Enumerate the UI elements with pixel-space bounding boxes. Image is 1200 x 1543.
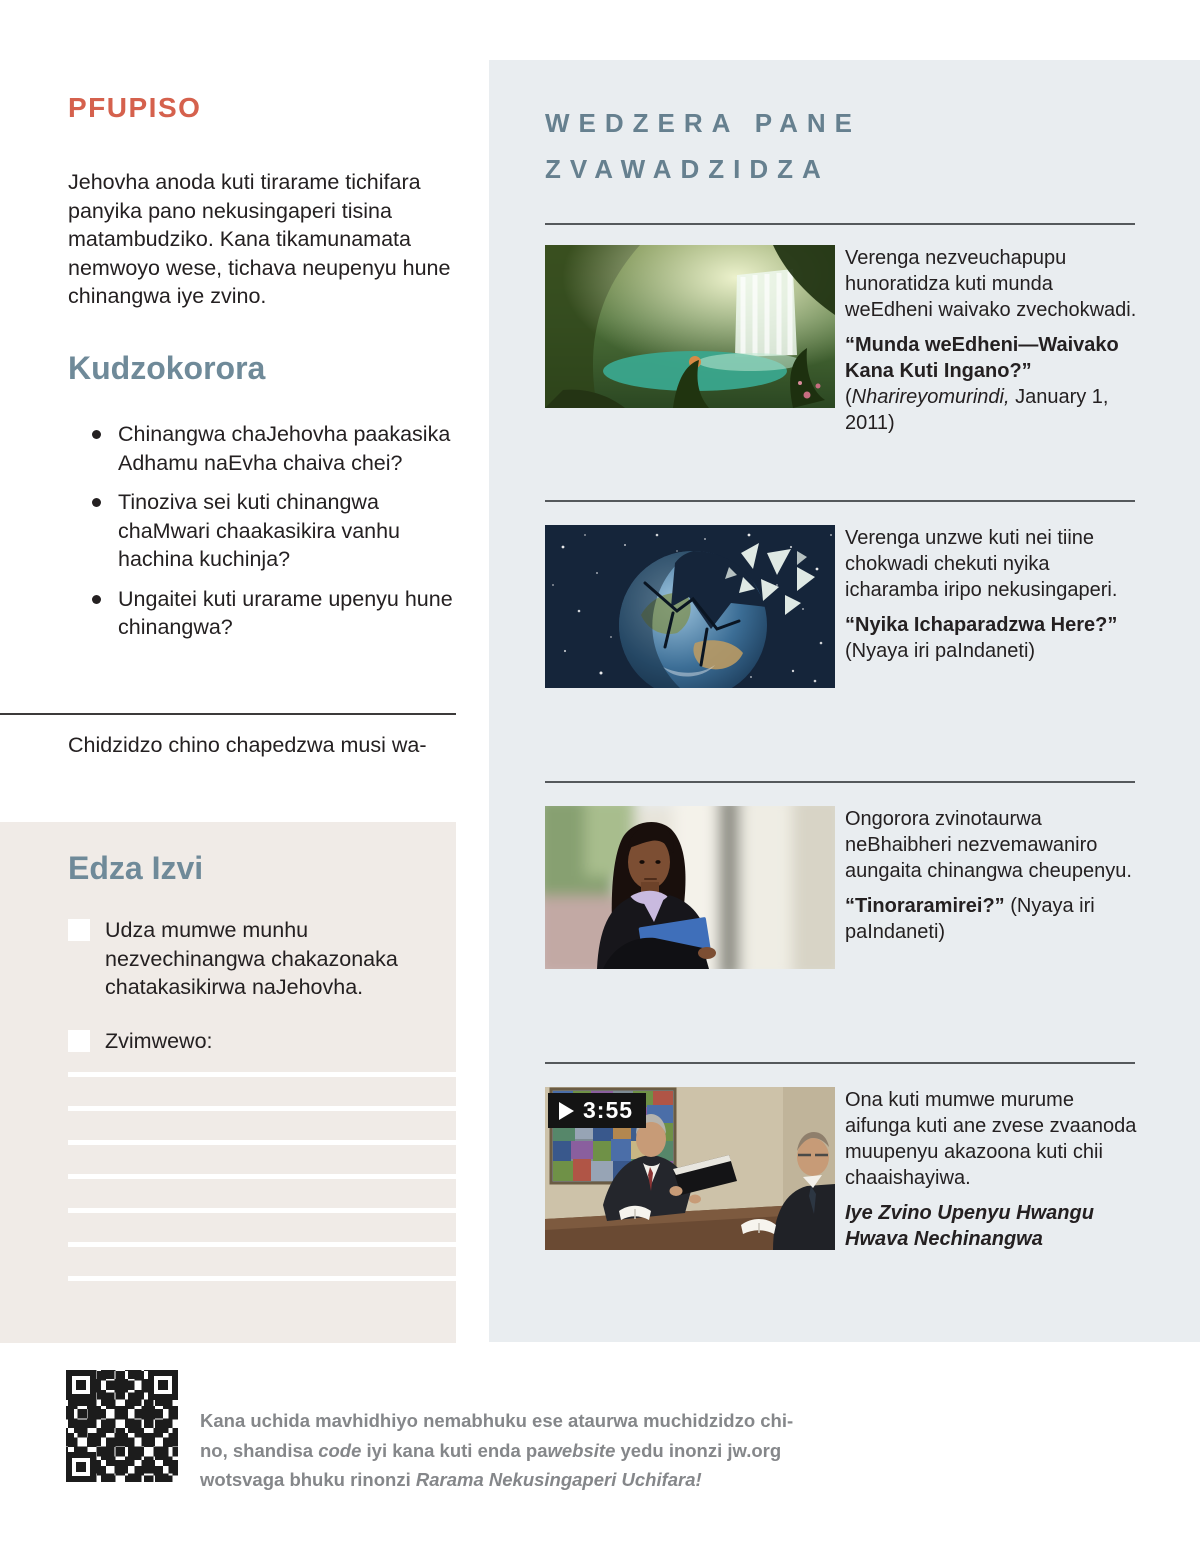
video-duration-badge [548,1093,646,1128]
citation-source: Nharireyomurindi, [851,386,1010,408]
try-this-item-text: Zvimwewo: [105,1029,213,1053]
review-question [90,488,460,574]
qr-finder-icon [148,1370,178,1400]
footer-book-title: Rarama Nekusingaperi Uchifara! [415,1469,702,1490]
footer-text-part: code [318,1439,362,1461]
review-question [90,585,460,642]
writing-line [68,1072,456,1077]
qr-finder-icon [66,1452,96,1482]
try-this-item [68,916,413,1002]
video-description: Ona kuti mumwe murume aifunga kuti ane zvese zvaanoda muupenyu akazoona kuti chii chaaishayiwa. [845,1089,1137,1189]
summary-body: Jehovha anoda kuti tirarame tichifara panyika pano nekusingaperi tisina matambudziko. Kana tikamunamata nemwoyo wese, tichava neupenyu hune chinangwa iye zvino. [68,170,451,308]
article-description: Verenga nezveuchapupu hunoratidza kuti munda weEdheni waivako zvechokwadi. [845,247,1137,321]
learn-more-item-video [545,1087,1193,1252]
learn-more-item-earth [545,525,1193,688]
footer-text-part: no, shandisa [200,1439,319,1461]
article-citation [845,893,1137,945]
learn-more-item-eden [545,245,1193,436]
section-divider [545,1062,1135,1064]
play-icon [559,1102,574,1120]
citation-part: ( [845,386,852,408]
review-question [90,420,460,477]
article-title-link[interactable]: “Nyika Ichaparadzwa Here?” [845,614,1118,636]
section-divider [545,223,1135,225]
try-this-item-text: Udza mumwe munhu nezvechinangwa chakazonaka chatakasikirwa naJehovha. [105,918,398,999]
footer-text-part: iyi kana kuti enda pa [361,1439,548,1461]
bullet-icon [92,595,101,604]
article-description: Ongorora zvinotaurwa neBhaibheri nezvemawaniro aungaita chinangwa cheupenyu. [845,808,1132,882]
learn-more-panel [489,60,1200,1342]
try-this-box [0,822,456,1343]
bullet-icon [92,430,101,439]
review-question-list [90,420,460,653]
video-thumbnail-two-men-studying[interactable] [545,1087,835,1250]
review-title: Kudzokorora [68,350,266,386]
review-question-text: Ungaitei kuti urarame upenyu hune chinangwa? [118,586,453,639]
citation-part: January 1, 2011) [845,386,1109,434]
qr-code [66,1370,178,1482]
learn-more-item-woman [545,806,1193,969]
eden-garden-waterfall-illustration [545,245,835,408]
citation-part: (Nyaya iri paIndaneti) [845,640,1036,662]
footer-text-part: website [547,1439,616,1461]
section-divider [545,781,1135,783]
video-duration: 3:55 [583,1097,634,1123]
writing-line [68,1174,456,1179]
article-title-link[interactable]: “Munda weEdheni—Waivako Kana Kuti Ingano?” [845,334,1119,382]
footer-jworg-link[interactable]: yedu inonzi jw.org [615,1439,782,1461]
notes-area[interactable] [68,1072,456,1310]
checkbox-icon[interactable] [68,1030,90,1052]
completion-note: Chidzidzo chino chapedzwa musi wa- [68,733,427,757]
footer-text-part: Kana uchida mavhidhiyo nemabhuku ese ataurwa muchidzidzo chi- [200,1410,794,1431]
section-divider [545,500,1135,502]
footer-instructions [200,1406,900,1495]
writing-line [68,1276,456,1281]
footer-text-part: wotsvaga bhuku rinonzi [200,1469,416,1490]
young-woman-photo [545,806,835,969]
article-citation [845,332,1137,436]
divider-line [0,713,456,715]
article-thumbnail-eden-garden[interactable] [545,245,835,408]
shattering-earth-illustration [545,525,835,688]
checkbox-icon[interactable] [68,919,90,941]
article-thumbnail-young-woman[interactable] [545,806,835,969]
writing-line [68,1140,456,1145]
writing-line [68,1106,456,1111]
article-citation [845,612,1137,664]
qr-finder-icon [66,1370,96,1400]
article-thumbnail-shattering-earth[interactable] [545,525,835,688]
try-this-title: Edza Izvi [68,850,204,886]
article-title-link[interactable]: “Tinoraramirei?” [845,895,1005,917]
video-title [845,1200,1137,1252]
try-this-item [68,1027,413,1056]
writing-line [68,1242,456,1247]
writing-line [68,1208,456,1213]
article-description: Verenga unzwe kuti nei tiine chokwadi chekuti nyika icharamba iripo nekusingaperi. [845,527,1118,601]
video-title-link[interactable]: Iye Zvino Upenyu Hwangu Hwava Nechinangwa [845,1202,1094,1250]
review-question-text: Chinangwa chaJehovha paakasika Adhamu naEvha chaiva chei? [118,422,451,475]
summary-title: PFUPISO [68,92,202,123]
citation-part: (Nyaya iri paIndaneti) [845,895,1095,943]
review-question-text: Tinoziva sei kuti chinangwa chaMwari chaakasikira vanhu hachina kuchinja? [118,490,401,571]
learn-more-title-line2: ZVAWADZIDZA [545,154,830,184]
learn-more-title [545,100,861,192]
bullet-icon [92,498,101,507]
learn-more-title-line1: WEDZERA PANE [545,108,861,138]
